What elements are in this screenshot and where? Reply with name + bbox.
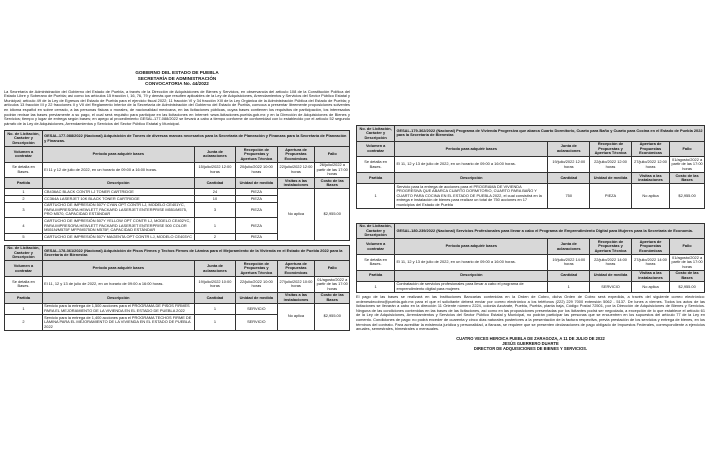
label-period: Periodo para adquirir bases bbox=[42, 261, 194, 277]
label-visitas: Visitas a las instalaciones bbox=[277, 178, 315, 189]
item-desc: CARTUCHO DE IMPRESIÓN 507Y CYAN OPT CONTR LJ, MODELO CE401YC, PARA IMPRESORA HEWLETT PACKARD LASERJET ENTERPRISE M551/M575, PRO M570, CAPACIDAD ESTÁNDAR bbox=[42, 202, 194, 218]
signature-title: DIRECTOR DE ADQUISICIONES DE BIENES Y SERVICIOS. bbox=[473, 346, 588, 352]
costo-value: $2,955.00 bbox=[315, 189, 350, 240]
label-vol: Volumen a contratar bbox=[357, 239, 395, 255]
label-unidad: Unidad de medida bbox=[236, 292, 277, 303]
period-value: El 11, 12 y 13 de julio de 2022, en un horario de 09:00 a 16:00 horas. bbox=[42, 277, 194, 293]
item-desc: Servicio para la entrega de 1,500 acciones para el PROGRAMA DE PISOS FIRMES PARA EL MEJORAMIENTO DE LA VIVIENDA EN EL ESTADO DE PUEBLA 2022 bbox=[42, 303, 194, 314]
label-vol: Volumen a contratar bbox=[5, 261, 43, 277]
item-unidad: PIEZA bbox=[236, 189, 277, 196]
item-unidad: PIEZA bbox=[590, 184, 632, 209]
label-apert: Apertura de Propuestas Económicas bbox=[277, 261, 315, 277]
label-desc: Descripción bbox=[395, 172, 548, 183]
item-cant: 1 bbox=[194, 303, 235, 314]
label-junta: Junta de aclaraciones bbox=[548, 141, 590, 157]
intro-paragraph: La Secretaría de Administración del Gobierno del Estado de Puebla, a través de la Dirección de Adquisiciones de Bienes y Servicios, en observancia del artículo 108 de la Constitución Política del Estado Libre y Soberano de Puebla; así como los artículos 15 fracción I, 16, 76, 79 y demás que resulten aplicables de la Ley de Adquisiciones, Arrendamientos y Servicios del Sector Público Estatal y Municipal; artículo 49 de la Ley de Egresos del Estado de Puebla para el ejercicio fiscal 2022; 11 fracción VI y 34 fracción XIII de la Ley Orgánica de la Administración Pública del Estado de Puebla; y artículos 13 fracción III y 22 fracciones II y VII del Reglamento Interior de la Secretaría de Administración del Gobierno del Estado de Puebla, convoca a presentar libremente proposiciones solventes en idioma español en sobre cerrado, a las personas físicas o morales, de nacionalidad mexicana, en las licitaciones públicas, cuyas bases contienen los requisitos de participación, los interesados podrán revisar las bases previamente a su pago, el cual será requisito para participar en las licitaciones en Internet: www.licitaciones.puebla.gob.mx y en la Dirección de Adquisiciones de Bienes y Servicios; tiempo y lugar de entrega según bases; en apego al procedimiento GESAL-177-088/2022 se llevará a cabo a tiempo conforme de conformidad con lo establecido por el artículo 52 segundo párrafo de la Ley de Adquisiciones, Arrendamientos y Servicios del Sector Público Estatal y Municipal. bbox=[4, 88, 350, 126]
label-apert: Apertura de Propuestas Económicas bbox=[277, 147, 315, 163]
item-unidad: PIEZA bbox=[236, 196, 277, 203]
item-unidad: PIEZA bbox=[236, 218, 277, 234]
costo-value: $2,955.00 bbox=[670, 281, 705, 292]
item-cant: 750 bbox=[548, 184, 590, 209]
costo-value: $2,955.00 bbox=[670, 184, 705, 209]
label-costo: Costo de las Bases bbox=[670, 172, 705, 183]
label-cant: Cantidad bbox=[194, 292, 235, 303]
label-visitas: Visitas a las instalaciones bbox=[277, 292, 315, 303]
tender-table-4 bbox=[356, 223, 705, 293]
label-costo: Costo de las Bases bbox=[670, 270, 705, 281]
item-cant: 1 bbox=[194, 218, 235, 234]
vol-value: Se detalla en Bases. bbox=[357, 254, 395, 270]
junta-value: 19/julio/2022 14:00 horas bbox=[548, 254, 590, 270]
item-partida: 2 bbox=[5, 314, 43, 330]
item-unidad: SERVICIO bbox=[590, 281, 632, 292]
item-cant: 1 bbox=[548, 281, 590, 292]
tender-title: GESAL-178-361/2022 (Nacional) Adquisición de Pisos Firmes y Techos Firmes de Lámina para el Mejoramiento de la Vivienda en el Estado de Puebla 2022 para la Secretaría de Bienestar. bbox=[42, 245, 349, 261]
label-cant: Cantidad bbox=[548, 172, 590, 183]
label-desc: Descripción bbox=[395, 270, 548, 281]
apert-value: 27/julio/2022 14:00 horas bbox=[631, 254, 669, 270]
item-unidad: PIEZA bbox=[236, 234, 277, 241]
visitas-value: No aplica bbox=[631, 184, 669, 209]
label-partida: Partida bbox=[5, 178, 43, 189]
conditions-paragraph: El pago de las bases se realizará en las Instituciones Bancarias contenidas en la Orden de Cobro, dicha Orden de Cobro será expedida, a través del siguiente correo electrónico: ordenesdecobro@puebla.gob.mx para el que el solicitante deberá enviar por correo electrónico a los teléfonos (222) 229 7000 extensión 5062 - 5137. De lunes a viernes. Todos los actos de las licitaciones se llevarán a cabo en la dirección 11 Oriente número 2224, colonia Azcárate, Puebla, Puebla, planta baja, Código Postal 72501, por la Dirección de Adquisiciones de Bienes y Servicios. Ninguna de las condiciones contenidas en las bases de las licitaciones, así como en las proposiciones presentadas por los licitantes podrá ser negociada, a excepción de lo que establece el artículo 61 de la Ley de Adquisiciones, Arrendamientos y Servicios del Sector Público Estatal y Municipal, no podrán participar las personas que se encuentren en los supuestos del artículo 77 de la Ley en comento. Condiciones de pago: no podrá exceder de cuarenta y cinco días naturales posteriores a la presentación de la factura respectiva, previa prestación de los servicios y entrega de bienes, en los términos del contrato. Para acreditar la existencia jurídica y personalidad, a fianzas, se requiere que se presenten declaraciones de pago obligado de Impuestos Federales, correspondiente a ejercicios anuales, semestrales, bimestrales o mensuales. bbox=[356, 293, 705, 332]
label-partida: Partida bbox=[5, 292, 43, 303]
label-visitas: Visitas a las instalaciones bbox=[631, 270, 669, 281]
item-desc: CARTUCHO DE IMPRESIÓN 507Y MAGENTA OPT CONTR LJ, MODELO CE403YC bbox=[42, 234, 194, 241]
item-partida: 1 bbox=[5, 189, 43, 196]
label-apert: Apertura de Propuestas Económicas bbox=[631, 141, 669, 157]
visitas-value: No aplica bbox=[277, 303, 315, 330]
label-no-lic: No. de Licitación, Carácter y Descripción bbox=[357, 223, 395, 239]
label-cant: Cantidad bbox=[548, 270, 590, 281]
fallo-value: 01/agosto/2022 a partir de las 17:00 horas bbox=[316, 276, 348, 291]
label-recep: Recepción de Propuestas y Apertura Técnica bbox=[590, 239, 632, 255]
fallo-value: 01/agosto/2022 a partir de las 17:00 horas bbox=[671, 156, 703, 171]
apert-value: 27/julio/2022 10:00 horas bbox=[277, 277, 315, 293]
item-desc: CARTUCHO DE IMPRESIÓN 507Y YELLOW OPT CONTR LJ, MODELO CE402YC, PARA IMPRESORA HEWLETT PACKARD LASERJET ENTERPRISE 500 COLOR M551N/M575F MFP/M575DN M575F, CAPACIDAD ESTÁNDAR bbox=[42, 218, 194, 234]
signature-name: JESÚS GUERRERO DUARTE bbox=[502, 341, 559, 347]
label-fallo: Fallo bbox=[670, 141, 705, 157]
right-column bbox=[356, 125, 705, 352]
label-unidad: Unidad de medida bbox=[590, 172, 632, 183]
label-partida: Partida bbox=[357, 172, 395, 183]
label-no-lic: No. de Licitación, Carácter y Descripción bbox=[357, 126, 395, 142]
fallo-value: 26/julio/2022 a partir de las 17:00 horas bbox=[316, 162, 348, 177]
header-line-3: CONVOCATORIA No. 44/2022 bbox=[145, 81, 209, 86]
left-column bbox=[4, 0, 350, 331]
label-junta: Junta de aclaraciones bbox=[194, 147, 235, 163]
recep-value: 22/julio/2022 10:00 horas bbox=[236, 277, 277, 293]
period-value: El 11 y 12 de julio de 2022, en un horario de 09:00 a 16:00 horas. bbox=[42, 162, 194, 178]
item-unidad: PIEZA bbox=[236, 202, 277, 218]
apert-value: 22/julio/2022 12:00 horas bbox=[277, 162, 315, 178]
item-partida: 1 bbox=[357, 281, 395, 292]
tender-title: GESAL-179-362/2022 (Nacional) Programa de Vivienda Progresiva que abarca Cuarto Dormitorio, Cuarto para Baño y Cuarto para Cocina en el Estado de Puebla 2022 para la Secretaría de Bienestar. bbox=[395, 126, 705, 142]
item-cant: 3 bbox=[194, 202, 235, 218]
label-junta: Junta de aclaraciones bbox=[548, 239, 590, 255]
tender-title: GESAL-177-088/2022 (Nacional) Adquisición de Toners de diversas marcas necesarios para la Secretaría de Planeación y Finanzas para la Secretaría de Planeación y Finanzas. bbox=[42, 131, 349, 147]
label-unidad: Unidad de medida bbox=[236, 178, 277, 189]
label-apert: Apertura de Propuestas Económicas bbox=[631, 239, 669, 255]
label-unidad: Unidad de medida bbox=[590, 270, 632, 281]
label-cant: Cantidad bbox=[194, 178, 235, 189]
recep-value: 22/julio/2022 14:00 horas bbox=[590, 254, 632, 270]
recep-value: 20/julio/2022 10:00 horas bbox=[236, 162, 277, 178]
header-line-2: SECRETARÍA DE ADMINISTRACIÓN bbox=[137, 75, 217, 81]
label-fallo: Fallo bbox=[315, 147, 350, 163]
item-cant: 1 bbox=[194, 314, 235, 330]
junta-value: 19/julio/2022 10:00 horas bbox=[194, 277, 235, 293]
label-no-lic: No. de Licitación, Carácter y Descripción bbox=[5, 245, 43, 261]
label-desc: Descripción bbox=[42, 292, 194, 303]
label-period: Periodo para adquirir bases bbox=[395, 141, 548, 157]
item-desc: CC364A LASERJET 10K BLACK TONER CARTRIDGE bbox=[42, 196, 194, 203]
document-header bbox=[4, 70, 350, 87]
vol-value: Se detalla en Bases. bbox=[5, 277, 43, 293]
item-partida: 2 bbox=[5, 196, 43, 203]
recep-value: 22/julio/2022 12:00 horas bbox=[590, 157, 632, 173]
label-costo: Costo de las Bases bbox=[315, 292, 350, 303]
tender-table-3 bbox=[356, 125, 705, 209]
apert-value: 27/julio/2022 12:00 horas bbox=[631, 157, 669, 173]
item-unidad: SERVICIO bbox=[236, 314, 277, 330]
label-recep: Recepción de Propuestas y Apertura Técnica bbox=[590, 141, 632, 157]
item-desc: Servicio para la entrega de 1,400 acciones para el PROGRAMA TECHOS FIRME DE LÁMINA PARA EL MEJORAMIENTO DE LA VIVIENDA EN EL ESTADO DE PUEBLA 2022 bbox=[42, 314, 194, 330]
visitas-value: No aplica bbox=[277, 189, 315, 240]
item-cant: 10 bbox=[194, 196, 235, 203]
item-cant: 2 bbox=[194, 234, 235, 241]
item-partida: 5 bbox=[5, 234, 43, 241]
item-cant: 24 bbox=[194, 189, 235, 196]
label-visitas: Visitas a las instalaciones bbox=[631, 172, 669, 183]
costo-value: $2,955.00 bbox=[315, 303, 350, 330]
label-recep: Recepción de Propuestas y Apertura Técnica bbox=[236, 147, 277, 163]
signature-block bbox=[356, 336, 705, 352]
visitas-value: No aplica bbox=[631, 281, 669, 292]
item-desc: CB436AC BLACK CONTR LJ TONER CARTRIDGE bbox=[42, 189, 194, 196]
tender-title: GESAL-180-239/2022 (Nacional) Servicios Profesionales para llevar a cabo el Programa de Emprendimiento Digital para Mujeres para la Secretaría de Economía. bbox=[395, 223, 705, 239]
item-partida: 1 bbox=[5, 303, 43, 314]
fallo-value: 01/agosto/2022 a partir de las 17:00 horas bbox=[671, 254, 703, 269]
item-desc: Contratación de servicios profesionales para llevar a cabo el programa de emprendimiento digital para mujeres bbox=[395, 281, 548, 292]
label-no-lic: No. de Licitación, Carácter y Descripción bbox=[5, 131, 43, 147]
item-partida: 1 bbox=[357, 184, 395, 209]
vol-value: Se detalla en Bases. bbox=[357, 157, 395, 173]
label-vol: Volumen a contratar bbox=[357, 141, 395, 157]
label-fallo: Fallo bbox=[670, 239, 705, 255]
signature-place-date: CUATRO VECES HEROICA PUEBLA DE ZARAGOZA, A 11 DE JULIO DE 2022 bbox=[456, 335, 605, 341]
label-period: Periodo para adquirir bases bbox=[395, 239, 548, 255]
period-value: El 11, 12 y 13 de julio de 2022, en un horario de 09:00 a 16:00 horas. bbox=[395, 157, 548, 173]
vol-value: Se detalla en Bases. bbox=[5, 162, 43, 178]
item-partida: 4 bbox=[5, 218, 43, 234]
item-partida: 3 bbox=[5, 202, 43, 218]
junta-value: 19/julio/2022 12:00 horas bbox=[548, 157, 590, 173]
tender-table-2 bbox=[4, 245, 350, 331]
junta-value: 15/julio/2022 12:00 horas bbox=[194, 162, 235, 178]
item-desc: Servicio para la entrega de acciones para el PROGRAMA DE VIVIENDA PROGRESIVA QUE ABARCA CUARTO DORMITORIO, CUARTO PARA BAÑO Y CUARTO PARA COCINA EN EL ESTADO DE PUEBLA 2022, el cual consistirá en la entrega e instalación de bienes para realizar un total de 750 acciones en 17 municipios del Estado de Puebla bbox=[395, 184, 548, 209]
item-unidad: SERVICIO bbox=[236, 303, 277, 314]
label-junta: Junta de aclaraciones bbox=[194, 261, 235, 277]
label-recep: Recepción de Propuestas y Apertura Técnica bbox=[236, 261, 277, 277]
label-fallo: Fallo bbox=[315, 261, 350, 277]
label-desc: Descripción bbox=[42, 178, 194, 189]
label-vol: Volumen a contratar bbox=[5, 147, 43, 163]
label-costo: Costo de las Bases bbox=[315, 178, 350, 189]
period-value: El 11, 12 y 13 de julio de 2022, en un horario de 09:00 a 16:00 horas. bbox=[395, 254, 548, 270]
label-period: Periodo para adquirir bases bbox=[42, 147, 194, 163]
header-line-1: GOBIERNO DEL ESTADO DE PUEBLA bbox=[135, 70, 219, 75]
tender-table-1 bbox=[4, 130, 350, 240]
label-partida: Partida bbox=[357, 270, 395, 281]
